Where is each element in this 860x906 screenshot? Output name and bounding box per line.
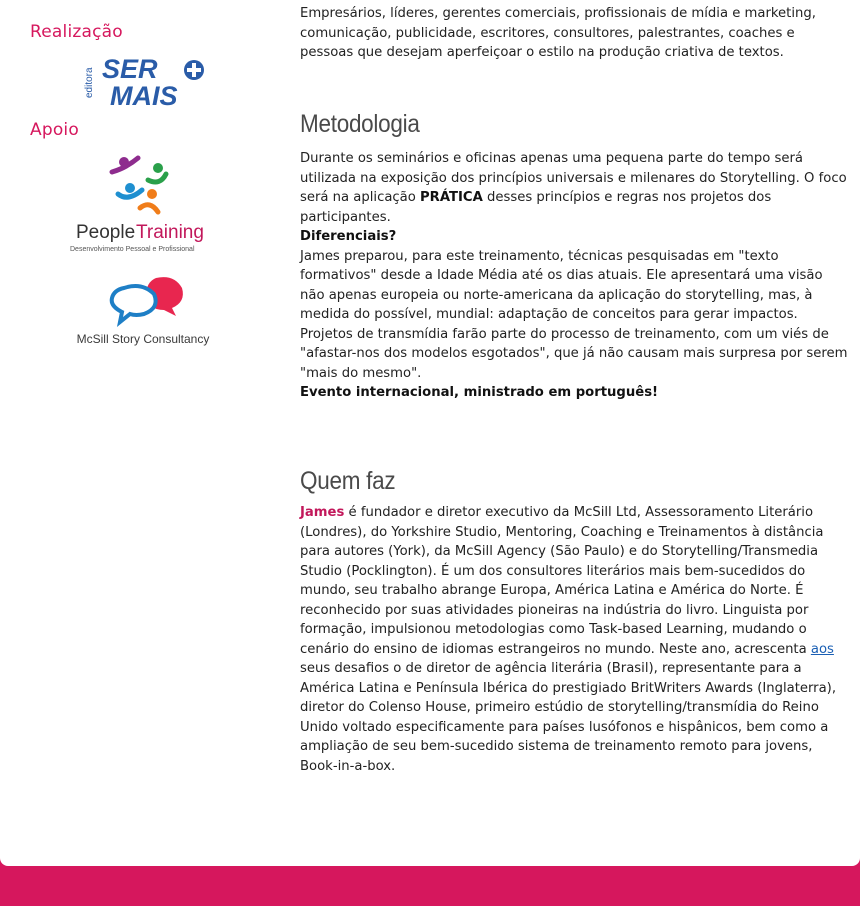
ser-mais-line1: SER: [102, 54, 158, 84]
realizacao-label: Realização: [30, 22, 123, 42]
people-tagline: Desenvolvimento Pessoal e Profissional: [70, 246, 195, 253]
diferenciais-block: [300, 227, 850, 403]
speech-bubbles-icon: [58, 272, 228, 332]
people-name-b: Training: [136, 222, 204, 243]
ser-mais-line2: MAIS: [110, 81, 178, 111]
quem-faz-heading: Quem faz: [300, 467, 396, 495]
pratica-emphasis: PRÁTICA: [420, 190, 483, 205]
metodologia-intro: Durante os seminários e oficinas apenas uma pequena parte do tempo será utilizada na exposição dos princípios universais e milenares do Storytelling. O foco será na aplicação PRÁTICA desses princípios e regras nos projetos dos participantes.: [300, 151, 847, 225]
metodologia-heading: Metodologia: [300, 110, 420, 138]
diferenciais-title: Diferenciais?: [300, 229, 397, 244]
people-name-a: People: [76, 222, 136, 243]
diferenciais-text: James preparou, para este treinamento, técnicas pesquisadas em "texto formativos" desde a Idade Média até os dias atuais. Ele apresentará uma visão não apenas europeia ou norte-americana da aplicação do storytelling, mas, à medida do possível, mundial: adaptação de conceitos para gerar impactos. Projetos de transmídia farão parte do processo de treinamento, com um viés de "afastar-nos dos modelos esgotados", que já não causam mais surpresa por serem "mais do mesmo".: [300, 248, 848, 381]
aos-link[interactable]: aos: [810, 641, 834, 657]
james-name: James: [300, 505, 345, 520]
ser-mais-editora-text: editora: [84, 67, 95, 98]
people-figures-icon: [112, 157, 166, 212]
footer-band: [0, 866, 860, 906]
mcsill-logo[interactable]: [58, 272, 228, 352]
quem-faz-text: James é fundador e diretor executivo da McSill Ltd, Assessoramento Literário (Londres), do Yorkshire Studio, Mentoring, Coaching e Treinamentos à distância para autores (York), da McSill Agency (São Paulo) e do Storytelling/Transmedia Studio (Pocklington). É um dos consultores literários mais bem-sucedidos do mundo, seu trabalho abrange Europa, América Latina e América do Norte. É reconhecido por suas atividades pioneiras na indústria do livro. Linguista por formação, impulsionou metodologias como Task-based Learning, mudando o cenário do ensino de idiomas estrangeiros no mundo. Neste ano, acrescenta aos seus desafios o de diretor de agência literária (Brasil), representante para a América Latina e Península Ibérica do prestigiado BritWriters Awards (Inglaterra), diretor do Colenso House, primeiro estúdio de storytelling/transmídia do Reino Unido voltado especificamente para países lusófonos e hispânicos, bem como a ampliação de seu bem-sucedido sistema de treinamento remoto para jovens, Book-in-a-box.: [300, 505, 837, 774]
people-training-logo[interactable]: [68, 150, 218, 260]
audience-text: Empresários, líderes, gerentes comerciais, profissionais de mídia e marketing, comunicação, publicidade, escritores, consultores, palestrantes, coaches e pessoas que desejam aperfeiçoar o estilo na produção criativa de textos.: [300, 6, 816, 60]
mcsill-caption: McSill Story Consultancy: [76, 332, 210, 346]
ser-mais-logo[interactable]: [84, 50, 214, 112]
evento-text: Evento internacional, ministrado em português!: [300, 385, 659, 400]
apoio-label: Apoio: [30, 120, 79, 140]
